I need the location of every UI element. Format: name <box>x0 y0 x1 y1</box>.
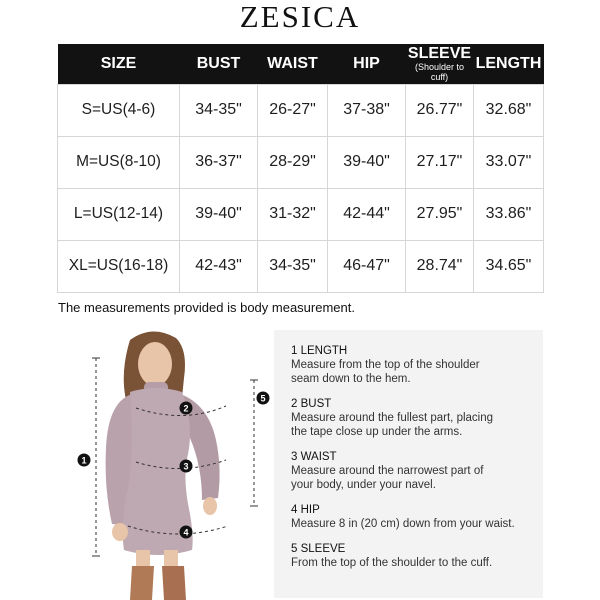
svg-text:3: 3 <box>183 461 189 472</box>
table-row <box>58 240 544 292</box>
table-header-row <box>58 44 544 84</box>
table-cell: 26-27" <box>258 84 328 136</box>
guide-desc-line: seam down to the hem. <box>291 373 411 385</box>
guide-title: 5 SLEEVE <box>291 543 346 555</box>
model-face <box>138 342 172 386</box>
model-left-hand <box>112 523 128 541</box>
table-cell: 26.77" <box>406 84 474 136</box>
svg-text:1: 1 <box>81 455 87 466</box>
model-figure <box>60 328 272 600</box>
table-cell: 39-40" <box>180 188 258 240</box>
table-cell: M=US(8-10) <box>58 136 180 188</box>
guide-item-hip <box>291 503 543 531</box>
table-cell: 32.68" <box>474 84 544 136</box>
model-left-boot <box>130 566 154 600</box>
size-chart-table <box>57 44 544 293</box>
table-cell: 33.86" <box>474 188 544 240</box>
table-cell: 27.95" <box>406 188 474 240</box>
table-cell: 42-44" <box>328 188 406 240</box>
guide-desc-line: Measure around the narrowest part of <box>291 465 484 477</box>
table-cell: 36-37" <box>180 136 258 188</box>
table-cell: 28.74" <box>406 240 474 292</box>
guide-item-waist <box>291 450 543 492</box>
measurement-guide <box>274 330 543 598</box>
table-cell: 46-47" <box>328 240 406 292</box>
model-right-boot <box>162 566 186 600</box>
header-bust: BUST <box>180 44 258 84</box>
svg-text:4: 4 <box>183 527 189 538</box>
table-cell: 37-38" <box>328 84 406 136</box>
header-waist: WAIST <box>258 44 328 84</box>
guide-title: 4 HIP <box>291 504 320 516</box>
svg-text:2: 2 <box>183 403 189 414</box>
marker-2 <box>180 402 193 415</box>
header-size: SIZE <box>58 44 180 84</box>
header-hip: HIP <box>328 44 406 84</box>
table-cell: 34-35" <box>258 240 328 292</box>
header-length: LENGTH <box>474 44 544 84</box>
marker-3 <box>180 460 193 473</box>
table-cell: S=US(4-6) <box>58 84 180 136</box>
svg-text:5: 5 <box>260 393 266 404</box>
table-row <box>58 188 544 240</box>
guide-title: 1 LENGTH <box>291 345 348 357</box>
model-illustration <box>60 328 272 600</box>
table-cell: 28-29" <box>258 136 328 188</box>
guide-desc-line: Measure from the top of the shoulder <box>291 359 480 371</box>
table-cell: 33.07" <box>474 136 544 188</box>
model-right-hand <box>203 497 217 515</box>
table-row <box>58 84 544 136</box>
guide-title: 3 WAIST <box>291 451 337 463</box>
table-cell: 34.65" <box>474 240 544 292</box>
guide-desc-line: Measure around the fullest part, placing <box>291 412 494 424</box>
marker-4 <box>180 526 193 539</box>
guide-desc-line: From the top of the shoulder to the cuff. <box>291 557 493 569</box>
header-sleeve: SLEEVE (Shoulder to cuff) <box>406 44 474 84</box>
measurement-note: The measurements provided is body measurement. <box>58 300 355 315</box>
marker-5 <box>257 392 270 405</box>
guide-desc-line: Measure 8 in (20 cm) down from your waist. <box>291 518 515 530</box>
table-cell: XL=US(16-18) <box>58 240 180 292</box>
table-cell: L=US(12-14) <box>58 188 180 240</box>
table-cell: 39-40" <box>328 136 406 188</box>
guide-item-length <box>291 344 543 386</box>
table-cell: 27.17" <box>406 136 474 188</box>
marker-1 <box>78 454 91 467</box>
guide-item-sleeve <box>291 542 543 570</box>
table-cell: 31-32" <box>258 188 328 240</box>
guide-desc-line: your body, under your navel. <box>291 479 436 491</box>
guide-desc-line: the tape close up under the arms. <box>291 426 463 438</box>
brand-logo: ZESICA <box>239 0 361 34</box>
table-cell: 42-43" <box>180 240 258 292</box>
guide-title: 2 BUST <box>291 398 332 410</box>
guide-item-bust <box>291 397 543 439</box>
table-cell: 34-35" <box>180 84 258 136</box>
table-row <box>58 136 544 188</box>
